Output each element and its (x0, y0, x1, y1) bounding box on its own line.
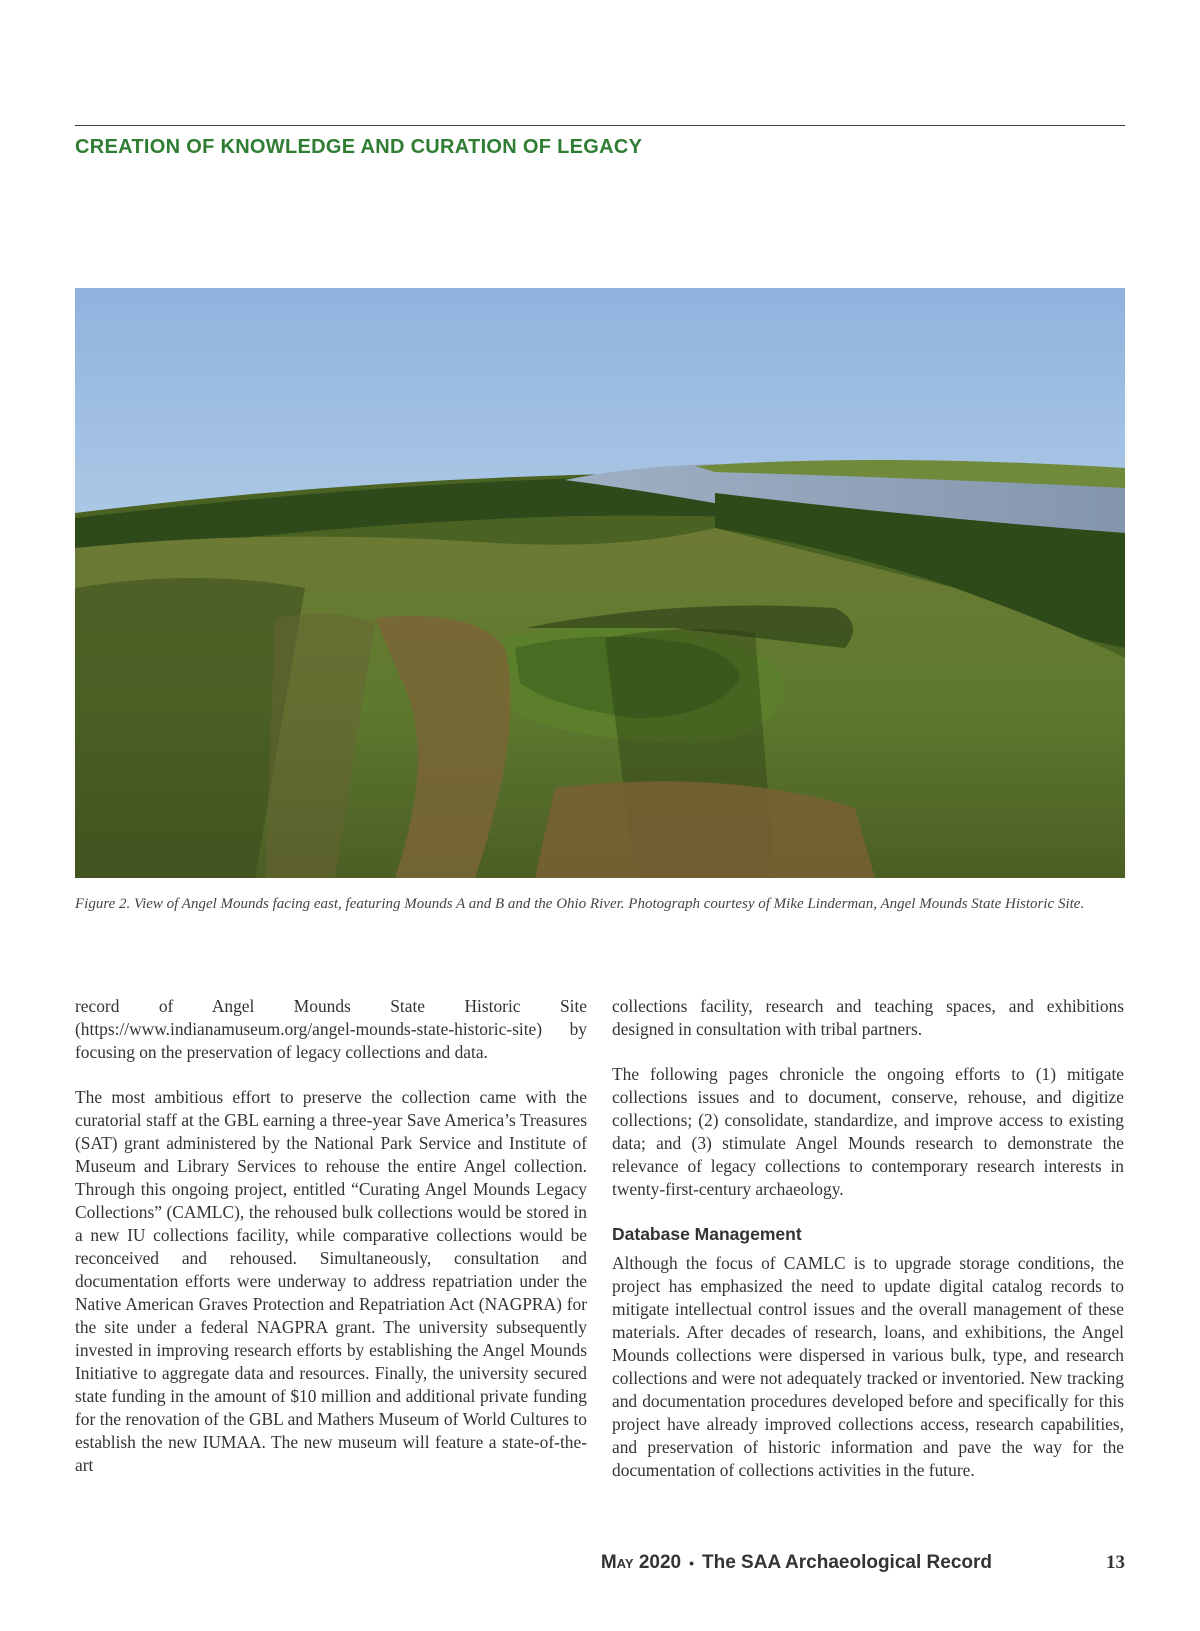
figure-photo (75, 288, 1125, 878)
body-paragraph: record of Angel Mounds State Historic Site (https://www.indianamuseum.org/angel-mounds-state-historic-site) by focusing on the preservation of legacy collections and data. (75, 996, 587, 1062)
header-rule (75, 125, 1125, 126)
body-paragraph: Although the focus of CAMLC is to upgrade storage conditions, the project has emphasized the need to update digital catalog records to mitigate intellectual control issues and the overall management of these materials. After decades of research, loans, and exhibitions, the Angel Mounds collections were dispersed in various bulk, type, and research collections and were not adequately tracked or inventoried. New tracking and documentation procedures developed before and specifically for this project have already improved collections access, research capabilities, and preservation of historic information and pave the way for the documentation of collections activities in the future. (612, 1253, 1124, 1480)
page-number: 13 (1106, 1552, 1125, 1573)
footer-separator: • (689, 1555, 694, 1571)
body-paragraph: The following pages chronicle the ongoing efforts to (1) mitigate collections issues and to document, conserve, rehouse, and digitize collections; (2) consolidate, standardize, and improve access to existing data; and (3) stimulate Angel Mounds research to demonstrate the relevance of legacy collections to contemporary research interests in twenty-first-century archaeology. (612, 1064, 1124, 1199)
left-column (75, 995, 587, 1477)
body-paragraph: The most ambitious effort to preserve the collection came with the curatorial staff at the GBL earning a three-year Save America’s Treasures (SAT) grant administered by the National Park Service and Institute of Museum and Library Services to rehouse the entire Angel collection. Through this ongoing project, entitled “Curating Angel Mounds Legacy Collections” (CAMLC), the rehoused bulk collections would be stored in a new IU collections facility, while comparative collections would be reconceived and rehoused. Simultaneously, consultation and documentation efforts were underway to address repatriation under the Native American Graves Protection and Repatriation Act (NAGPRA) for the site under a federal NAGPRA grant. The university subsequently invested in improving research efforts by establishing the Angel Mounds Initiative to aggregate data and resources. Finally, the university secured state funding in the amount of $10 million and additional private funding for the renovation of the GBL and Mathers Museum of World Cultures to establish the new IUMAA. The new museum will feature a state-of-the-art (75, 1087, 587, 1475)
subsection-heading: Database Management (612, 1224, 802, 1244)
issue-date: May 2020 (600, 1552, 682, 1573)
figure-caption: Figure 2. View of Angel Mounds facing east, featuring Mounds A and B and the Ohio River. Photograph courtesy of Mike Linderman, Angel Mounds State Historic Site. (75, 896, 1085, 912)
aerial-photo (75, 288, 1125, 878)
section-title: CREATION OF KNOWLEDGE AND CURATION OF LEGACY (75, 136, 643, 158)
right-column (612, 995, 1124, 1482)
running-footer (601, 1552, 992, 1574)
journal-title: The SAA Archaeological Record (702, 1552, 992, 1573)
body-paragraph: collections facility, research and teaching spaces, and exhibitions designed in consultation with tribal partners. (612, 996, 1124, 1039)
